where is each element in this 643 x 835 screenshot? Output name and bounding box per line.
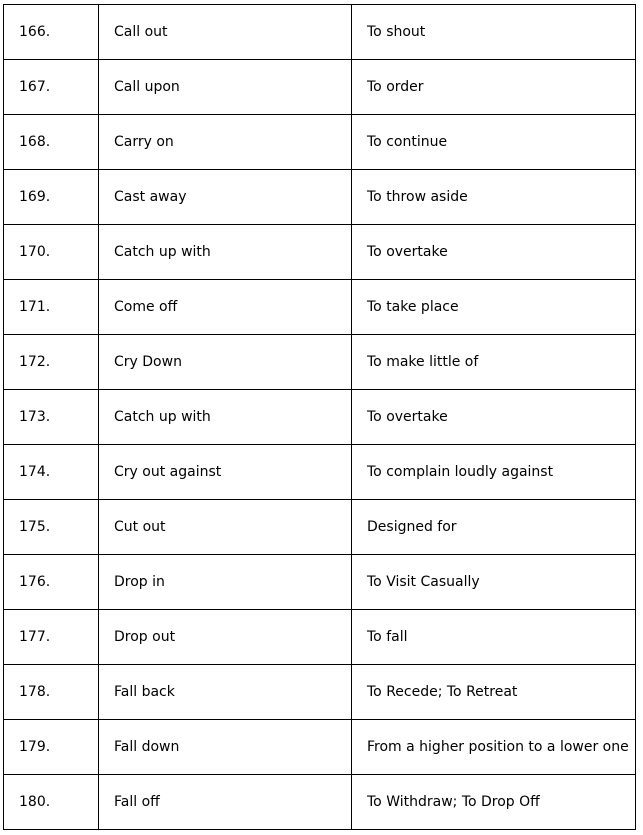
meaning-cell: To shout <box>352 5 636 60</box>
phrase-cell: Come off <box>99 280 352 335</box>
table-row <box>4 225 636 280</box>
table-row <box>4 390 636 445</box>
meaning-cell: To make little of <box>352 335 636 390</box>
meaning-cell: To continue <box>352 115 636 170</box>
table-row <box>4 555 636 610</box>
phrase-cell: Call upon <box>99 60 352 115</box>
table-row <box>4 280 636 335</box>
phrase-cell: Cry Down <box>99 335 352 390</box>
phrase-cell: Catch up with <box>99 390 352 445</box>
row-number-cell: 166. <box>4 5 99 60</box>
table-body <box>4 5 636 830</box>
meaning-cell: Designed for <box>352 500 636 555</box>
meaning-cell: To throw aside <box>352 170 636 225</box>
table-row <box>4 720 636 775</box>
phrase-cell: Fall back <box>99 665 352 720</box>
meaning-cell: To Withdraw; To Drop Off <box>352 775 636 830</box>
row-number-cell: 169. <box>4 170 99 225</box>
row-number-cell: 177. <box>4 610 99 665</box>
meaning-cell: To take place <box>352 280 636 335</box>
meaning-cell: From a higher position to a lower one <box>352 720 636 775</box>
phrase-cell: Fall off <box>99 775 352 830</box>
row-number-cell: 173. <box>4 390 99 445</box>
meaning-cell: To overtake <box>352 225 636 280</box>
table-row <box>4 610 636 665</box>
phrase-cell: Cry out against <box>99 445 352 500</box>
row-number-cell: 167. <box>4 60 99 115</box>
row-number-cell: 175. <box>4 500 99 555</box>
phrase-cell: Fall down <box>99 720 352 775</box>
phrase-cell: Catch up with <box>99 225 352 280</box>
row-number-cell: 180. <box>4 775 99 830</box>
table-row <box>4 500 636 555</box>
row-number-cell: 168. <box>4 115 99 170</box>
meaning-cell: To order <box>352 60 636 115</box>
meaning-cell: To complain loudly against <box>352 445 636 500</box>
row-number-cell: 178. <box>4 665 99 720</box>
meaning-cell: To fall <box>352 610 636 665</box>
phrase-cell: Cast away <box>99 170 352 225</box>
table-row <box>4 775 636 830</box>
table-row <box>4 665 636 720</box>
table-row <box>4 115 636 170</box>
phrase-cell: Carry on <box>99 115 352 170</box>
meaning-cell: To Visit Casually <box>352 555 636 610</box>
row-number-cell: 170. <box>4 225 99 280</box>
table-row <box>4 335 636 390</box>
table-row <box>4 445 636 500</box>
row-number-cell: 174. <box>4 445 99 500</box>
meaning-cell: To overtake <box>352 390 636 445</box>
meaning-cell: To Recede; To Retreat <box>352 665 636 720</box>
row-number-cell: 171. <box>4 280 99 335</box>
row-number-cell: 176. <box>4 555 99 610</box>
table-row <box>4 5 636 60</box>
phrase-cell: Cut out <box>99 500 352 555</box>
table-row <box>4 170 636 225</box>
phrase-cell: Drop out <box>99 610 352 665</box>
table-row <box>4 60 636 115</box>
row-number-cell: 172. <box>4 335 99 390</box>
row-number-cell: 179. <box>4 720 99 775</box>
phrase-cell: Call out <box>99 5 352 60</box>
phrase-cell: Drop in <box>99 555 352 610</box>
phrasal-verb-table <box>3 4 636 830</box>
